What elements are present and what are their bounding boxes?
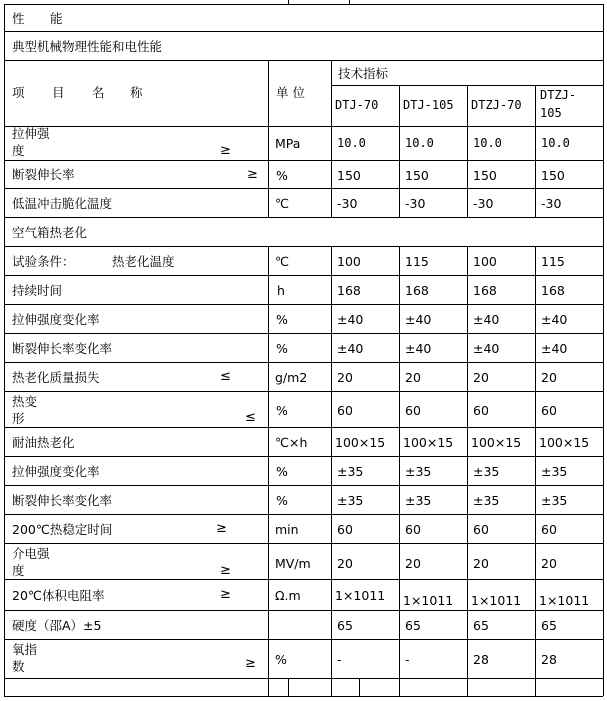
comparator: ≥ bbox=[216, 521, 227, 536]
row-value: 100 bbox=[337, 254, 361, 269]
row-value: ±35 bbox=[473, 493, 500, 508]
row-value: 1×1011 bbox=[471, 593, 522, 608]
row-value: - bbox=[337, 652, 342, 667]
row-name: 介电强 bbox=[12, 546, 50, 561]
rule bbox=[4, 610, 603, 611]
row-value: -30 bbox=[337, 196, 358, 211]
row-value: -30 bbox=[405, 196, 426, 211]
row-value: 60 bbox=[337, 522, 353, 537]
rule bbox=[4, 217, 603, 218]
row-name: 氧指 bbox=[12, 642, 38, 657]
rule bbox=[4, 696, 603, 697]
rule bbox=[4, 427, 603, 428]
row-value: 10.0 bbox=[405, 136, 434, 150]
header-unit: 单 位 bbox=[276, 85, 305, 100]
row-value: -30 bbox=[473, 196, 494, 211]
row-unit: Ω.m bbox=[275, 588, 301, 603]
row-value: 168 bbox=[405, 283, 429, 298]
rule bbox=[331, 60, 332, 218]
header-model: DTJ-105 bbox=[403, 98, 454, 112]
row-value: ±40 bbox=[541, 341, 568, 356]
row-value: 65 bbox=[405, 618, 421, 633]
rule bbox=[4, 639, 603, 640]
rule bbox=[288, 678, 289, 696]
row-value: 20 bbox=[405, 370, 421, 385]
rule bbox=[4, 485, 603, 486]
rule bbox=[349, 0, 350, 4]
comparator: ≥ bbox=[245, 656, 256, 671]
comparator: ≥ bbox=[247, 167, 258, 182]
row-name: 持续时间 bbox=[12, 283, 63, 298]
row-value: 20 bbox=[405, 556, 421, 571]
row-value: 60 bbox=[541, 522, 557, 537]
row-unit: MPa bbox=[275, 136, 301, 151]
rule bbox=[4, 543, 603, 544]
rule bbox=[4, 362, 603, 363]
row-value: ±35 bbox=[405, 464, 432, 479]
row-value: ±35 bbox=[473, 464, 500, 479]
row-name: 拉伸强度变化率 bbox=[12, 312, 100, 327]
header-model-line2: 105 bbox=[540, 106, 562, 120]
row-name: 热变 bbox=[12, 394, 38, 409]
row-value: 65 bbox=[473, 618, 489, 633]
rule bbox=[4, 246, 603, 247]
row-value: ±35 bbox=[405, 493, 432, 508]
rule bbox=[4, 304, 603, 305]
row-value: 168 bbox=[337, 283, 361, 298]
row-value: 60 bbox=[405, 522, 421, 537]
row-unit: % bbox=[276, 493, 288, 508]
row-value: 65 bbox=[541, 618, 557, 633]
row-value: 10.0 bbox=[337, 136, 366, 150]
header-model: DTZJ- bbox=[540, 88, 577, 102]
row-value: 150 bbox=[337, 168, 361, 183]
row-name-line2: 度 bbox=[12, 143, 25, 158]
comparator: ≥ bbox=[220, 563, 231, 578]
header-item-char: 名 bbox=[92, 85, 105, 100]
row-value: 10.0 bbox=[473, 136, 502, 150]
comparator: ≥ bbox=[220, 143, 231, 158]
row-value: 150 bbox=[473, 168, 497, 183]
rule bbox=[4, 126, 603, 127]
row-value: 65 bbox=[337, 618, 353, 633]
row-value: ±40 bbox=[337, 312, 364, 327]
rule bbox=[4, 188, 603, 189]
row-name: 热老化质量损失 bbox=[12, 370, 100, 385]
row-value: ±35 bbox=[337, 464, 364, 479]
row-value: ±40 bbox=[337, 341, 364, 356]
row-unit: % bbox=[276, 341, 288, 356]
row-value: 1×1011 bbox=[335, 588, 386, 603]
row-name: 硬度（邵A）±5 bbox=[12, 618, 102, 633]
row-value: 60 bbox=[473, 403, 489, 418]
row-value: 100×15 bbox=[539, 435, 590, 450]
row-value: 60 bbox=[405, 403, 421, 418]
row-value: ±40 bbox=[405, 312, 432, 327]
row-value: - bbox=[405, 652, 410, 667]
rule bbox=[4, 31, 603, 32]
row-unit: MV/m bbox=[275, 556, 311, 571]
row-value: 10.0 bbox=[541, 136, 570, 150]
rule bbox=[4, 514, 603, 515]
row-unit: ℃ bbox=[275, 196, 290, 211]
rule bbox=[399, 85, 400, 218]
row-value: 60 bbox=[337, 403, 353, 418]
row-value: ±40 bbox=[541, 312, 568, 327]
row-value: 20 bbox=[541, 556, 557, 571]
rule bbox=[4, 333, 603, 334]
row-name: 低温冲击脆化温度 bbox=[12, 196, 113, 211]
header-item-char: 称 bbox=[130, 85, 143, 100]
rule bbox=[603, 4, 604, 696]
section-title: 典型机械物理性能和电性能 bbox=[12, 39, 163, 54]
rule bbox=[535, 246, 536, 696]
rule bbox=[399, 246, 400, 696]
row-name: 耐油热老化 bbox=[12, 435, 75, 450]
row-value: 20 bbox=[473, 370, 489, 385]
rule bbox=[268, 246, 269, 696]
rule bbox=[4, 60, 603, 61]
row-unit: % bbox=[275, 652, 287, 667]
rule bbox=[359, 678, 360, 696]
header-model: DTZJ-70 bbox=[471, 98, 522, 112]
row-value: 1×1011 bbox=[539, 593, 590, 608]
row-value: ±40 bbox=[473, 341, 500, 356]
row-value: 20 bbox=[337, 556, 353, 571]
row-unit: % bbox=[276, 168, 288, 183]
row-value: 100 bbox=[473, 254, 497, 269]
row-value: ±35 bbox=[541, 493, 568, 508]
row-value: 28 bbox=[541, 652, 557, 667]
row-value: 20 bbox=[473, 556, 489, 571]
row-unit: ℃×h bbox=[275, 435, 308, 450]
header-item-char: 项 bbox=[12, 85, 25, 100]
row-value: 28 bbox=[473, 652, 489, 667]
row-unit: g/m2 bbox=[275, 370, 308, 385]
row-value: ±40 bbox=[405, 341, 432, 356]
row-name-extra: 热老化温度 bbox=[112, 254, 175, 269]
row-value: 100×15 bbox=[471, 435, 522, 450]
comparator: ≥ bbox=[220, 587, 231, 602]
rule bbox=[467, 85, 468, 218]
row-name: 断裂伸长率变化率 bbox=[12, 493, 113, 508]
row-name: 拉伸强度变化率 bbox=[12, 464, 100, 479]
row-name: 试验条件： bbox=[12, 254, 75, 269]
row-unit: min bbox=[275, 522, 299, 537]
row-value: 60 bbox=[541, 403, 557, 418]
row-value: 168 bbox=[473, 283, 497, 298]
rule bbox=[4, 160, 603, 161]
row-value: -30 bbox=[541, 196, 562, 211]
row-name: 20℃体积电阻率 bbox=[12, 588, 105, 603]
rule bbox=[268, 60, 269, 218]
row-value: 20 bbox=[337, 370, 353, 385]
rule bbox=[4, 4, 603, 5]
row-unit: % bbox=[276, 312, 288, 327]
title-char-1: 性 bbox=[12, 11, 25, 26]
rule bbox=[4, 4, 5, 696]
row-value: ±40 bbox=[473, 312, 500, 327]
rule bbox=[4, 579, 603, 580]
header-item-char: 目 bbox=[52, 85, 65, 100]
row-value: 1×1011 bbox=[403, 593, 454, 608]
rule bbox=[288, 0, 289, 4]
row-name-line2: 数 bbox=[12, 659, 25, 674]
row-name: 空气箱热老化 bbox=[12, 225, 88, 240]
rule bbox=[331, 246, 332, 696]
rule bbox=[4, 391, 603, 392]
row-value: 150 bbox=[541, 168, 565, 183]
rule bbox=[535, 85, 536, 218]
row-name: 拉伸强 bbox=[12, 126, 50, 141]
header-model: DTJ-70 bbox=[335, 98, 379, 112]
row-unit: % bbox=[276, 403, 288, 418]
row-value: 60 bbox=[473, 522, 489, 537]
row-value: 100×15 bbox=[403, 435, 454, 450]
header-tech-index: 技术指标 bbox=[338, 66, 389, 81]
comparator: ≤ bbox=[220, 369, 231, 384]
row-value: ±35 bbox=[541, 464, 568, 479]
row-unit: h bbox=[277, 283, 285, 298]
row-name: 断裂伸长率变化率 bbox=[12, 341, 113, 356]
row-name: 200℃热稳定时间 bbox=[12, 522, 113, 537]
row-name-line2: 度 bbox=[12, 563, 25, 578]
rule bbox=[4, 456, 603, 457]
row-value: 150 bbox=[405, 168, 429, 183]
row-value: 168 bbox=[541, 283, 565, 298]
row-value: 100×15 bbox=[335, 435, 386, 450]
comparator: ≤ bbox=[245, 410, 256, 425]
row-value: 115 bbox=[541, 254, 565, 269]
row-name-line2: 形 bbox=[12, 411, 25, 426]
row-unit: % bbox=[276, 464, 288, 479]
row-value: 115 bbox=[405, 254, 429, 269]
row-name: 断裂伸长率 bbox=[12, 167, 75, 182]
rule bbox=[4, 275, 603, 276]
rule bbox=[4, 678, 603, 679]
rule bbox=[467, 246, 468, 696]
row-value: ±35 bbox=[337, 493, 364, 508]
title-char-2: 能 bbox=[50, 11, 63, 26]
row-value: 20 bbox=[541, 370, 557, 385]
row-unit: ℃ bbox=[275, 254, 290, 269]
